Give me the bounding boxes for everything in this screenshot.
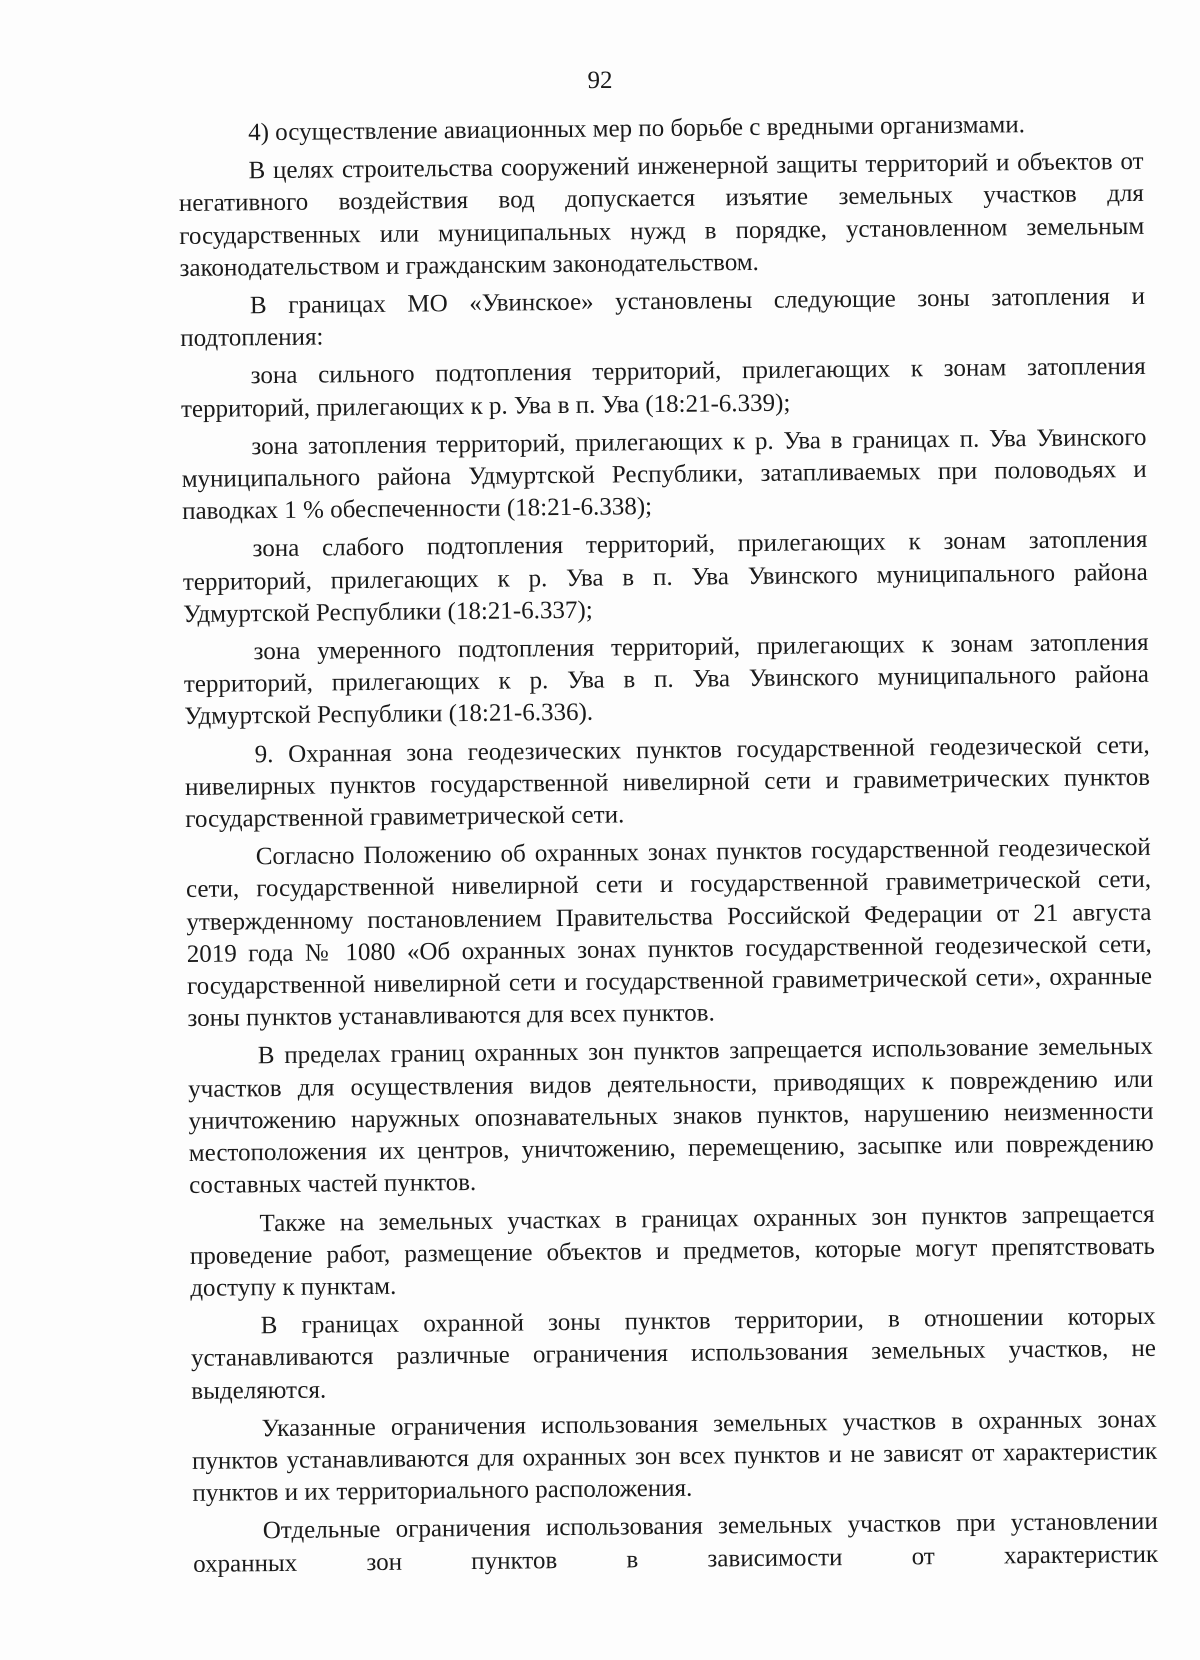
paragraph-section-9-heading: 9. Охранная зона геодезических пунктов государственной геодезической сети, нивелирных пунктов государственной нивелирной сети и гравиметрических пунктов государственной гравиметрической сети. (184, 731, 1151, 834)
paragraph-flood-zones-intro: В границах МО «Увинское» установлены следующие зоны затопления и подтопления: (180, 282, 1146, 353)
paragraph-access-restrictions: Также на земельных участках в границах охранных зон пунктов запрещается проведение работ, размещение объектов и предметов, которые могут препятствовать доступу к пунктам. (189, 1200, 1156, 1302)
paragraph-zone-inundation: зона затопления территорий, прилегающих к р. Ува в границах п. Ува Увинского муниципального района Удмуртской Республики, затапливаемых при половодьях и паводках 1 % обеспеченности (18:21-6.338); (181, 423, 1147, 526)
paragraph-item-4: 4) осуществление авиационных мер по борьбе с вредными организмами. (248, 111, 1026, 147)
paragraph-engineering-protection: В целях строительства сооружений инженерной защиты территорий и объектов от негативного воздействия вод допускается изъятие земельных участков для государственных или муниципальных нужд в порядке, установленном земельным законодательством и гражданским законодательством. (178, 148, 1145, 282)
paragraph-prohibited-activities: В пределах границ охранных зон пунктов запрещается использование земельных участков для осуществления видов деятельности, приводящих к повреждению или уничтожению наружных опознавательных знаков пунктов, нарушению неизменности местоположения их центров, уничтожению, перемещению, засыпке или повреждению составных частей пунктов. (188, 1033, 1154, 1200)
paragraph-restrictions-apply-all: Указанные ограничения использования земельных участков в охранных зонах пунктов устанавливаются для охранных зон всех пунктов и не зависят от характеристик пунктов и их территориального расположения. (191, 1405, 1158, 1508)
document-body (178, 108, 1158, 1587)
paragraph-zone-weak-flooding: зона слабого подтопления территорий, прилегающих к зонам затопления территорий, прилегающих к р. Ува в п. Ува Увинского муниципального района Удмуртской Республики (18:21-6.337); (182, 526, 1148, 628)
paragraph-zone-moderate-flooding: зона умеренного подтопления территорий, прилегающих к зонам затопления территорий, прилегающих к р. Ува в п. Ува Увинского муниципального района Удмуртской Республики (18:21-6.336). (183, 628, 1150, 731)
paragraph-regulation-reference: Согласно Положению об охранных зонах пунктов государственной геодезической сети, государственной нивелирной сети и государственной гравиметрической сети, утвержденному постановлением Правительства Российской Федерации от 21 августа 2019 года № 1080 «Об охранных зонах пунктов государственной геодезической сети, государственной нивелирной сети и государственной гравиметрической сети», охранные зоны пунктов устанавливаются для всех пунктов. (185, 834, 1153, 1033)
paragraph-zone-strong-flooding: зона сильного подтопления территорий, прилегающих к зонам затопления территорий, прилегающих к р. Ува в п. Ува (18:21-6.339); (180, 353, 1146, 423)
paragraph-no-subzones: В границах охранной зоны пунктов территории, в отношении которых устанавливаются различные ограничения использования земельных участков, не выделяются. (190, 1302, 1157, 1405)
paragraph-separate-restrictions: Отдельные ограничения использования земельных участков при установлении охранных зон пунктов в зависимости от характеристик (193, 1508, 1159, 1578)
page-number: 92 (587, 67, 613, 94)
